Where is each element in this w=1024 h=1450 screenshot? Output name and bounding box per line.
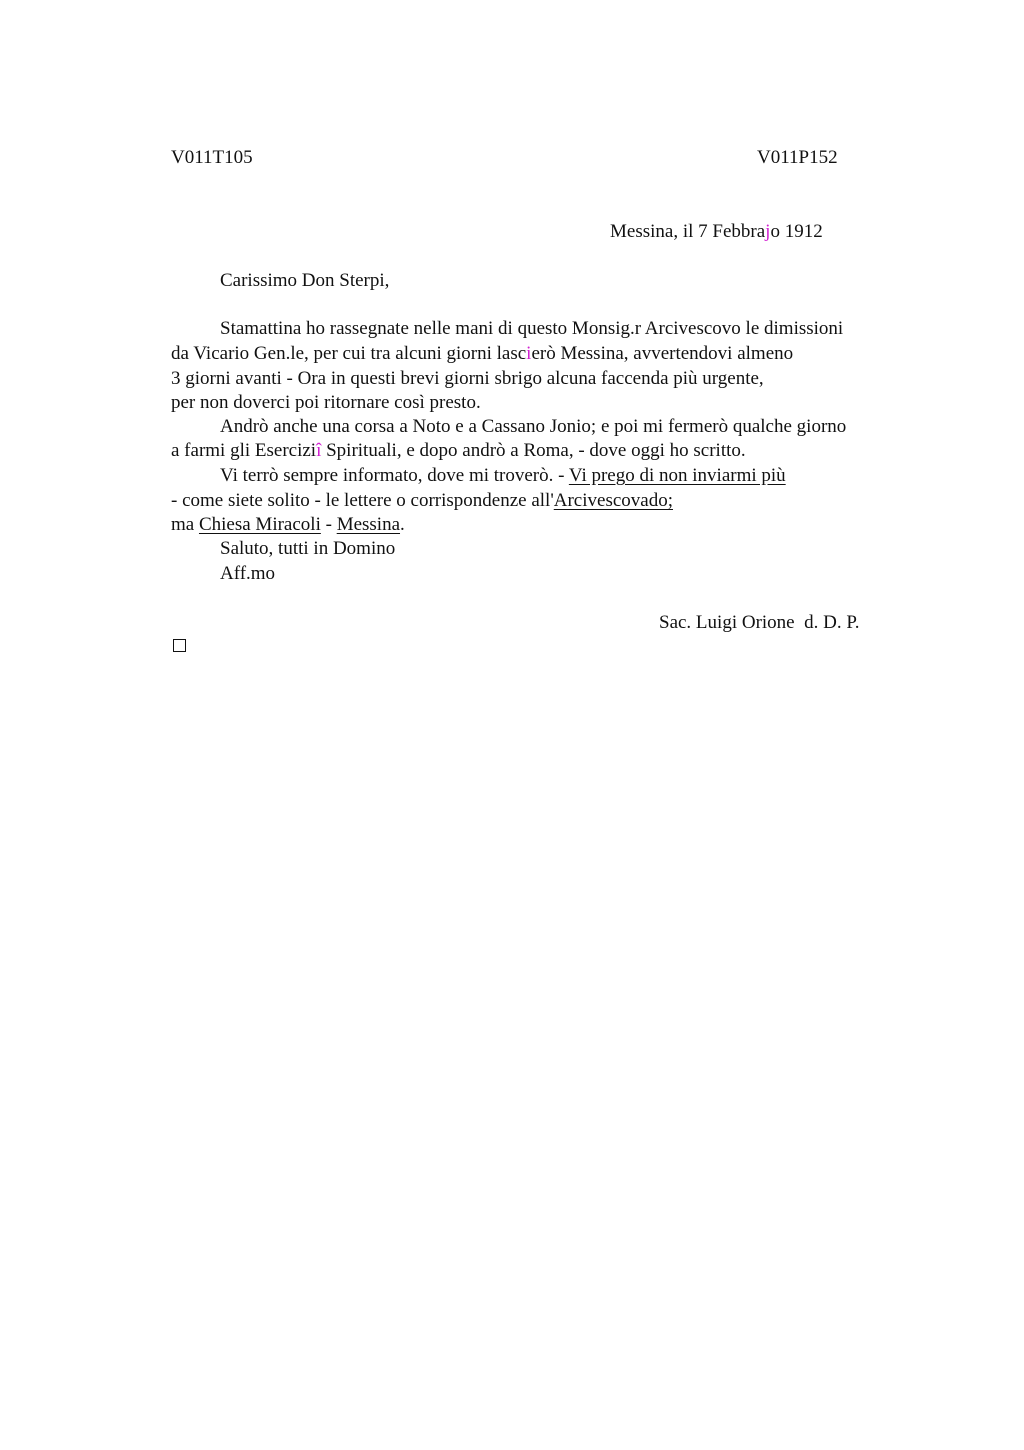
document-code-right: V011P152 [757, 147, 838, 168]
body-line: ma Chiesa Miracoli - Messina. [171, 514, 405, 535]
body-line: 3 giorni avanti - Ora in questi brevi giorni sbrigo alcuna faccenda più urgente, [171, 368, 764, 389]
body-line: a farmi gli Eserciziî Spirituali, e dopo andrò a Roma, - dove oggi ho scritto. [171, 440, 746, 461]
underlined-text: Vi prego di non inviarmi più [568, 465, 786, 486]
signature: Sac. Luigi Orione d. D. P. [659, 612, 860, 633]
underlined-text: Arcivescovado; [553, 490, 673, 511]
closing-affmo: Aff.mo [220, 563, 276, 584]
underlined-text: Messina [336, 514, 401, 535]
body-line: - come siete solito - le lettere o corrispondenze all'Arcivescovado; [171, 490, 673, 511]
body-line: Vi terrò sempre informato, dove mi troverò. - Vi prego di non inviarmi più [220, 465, 786, 486]
body-line: da Vicario Gen.le, per cui tra alcuni giorni lascierò Messina, avvertendovi almeno [171, 343, 794, 364]
date-line: Messina, il 7 Febbrajo 1912 [610, 221, 823, 242]
empty-square-symbol [173, 639, 186, 652]
body-line: Andrò anche una corsa a Noto e a Cassano Jonio; e poi mi fermerò qualche giorno [220, 416, 847, 437]
closing-greeting: Saluto, tutti in Domino [220, 538, 396, 559]
body-line: Stamattina ho rassegnate nelle mani di questo Monsig.r Arcivescovo le dimissioni [220, 318, 844, 339]
body-line: per non doverci poi ritornare così presto. [171, 392, 481, 413]
document-code-left: V011T105 [171, 147, 253, 168]
salutation: Carissimo Don Sterpi, [220, 270, 390, 291]
underlined-text: Chiesa Miracoli [198, 514, 321, 535]
